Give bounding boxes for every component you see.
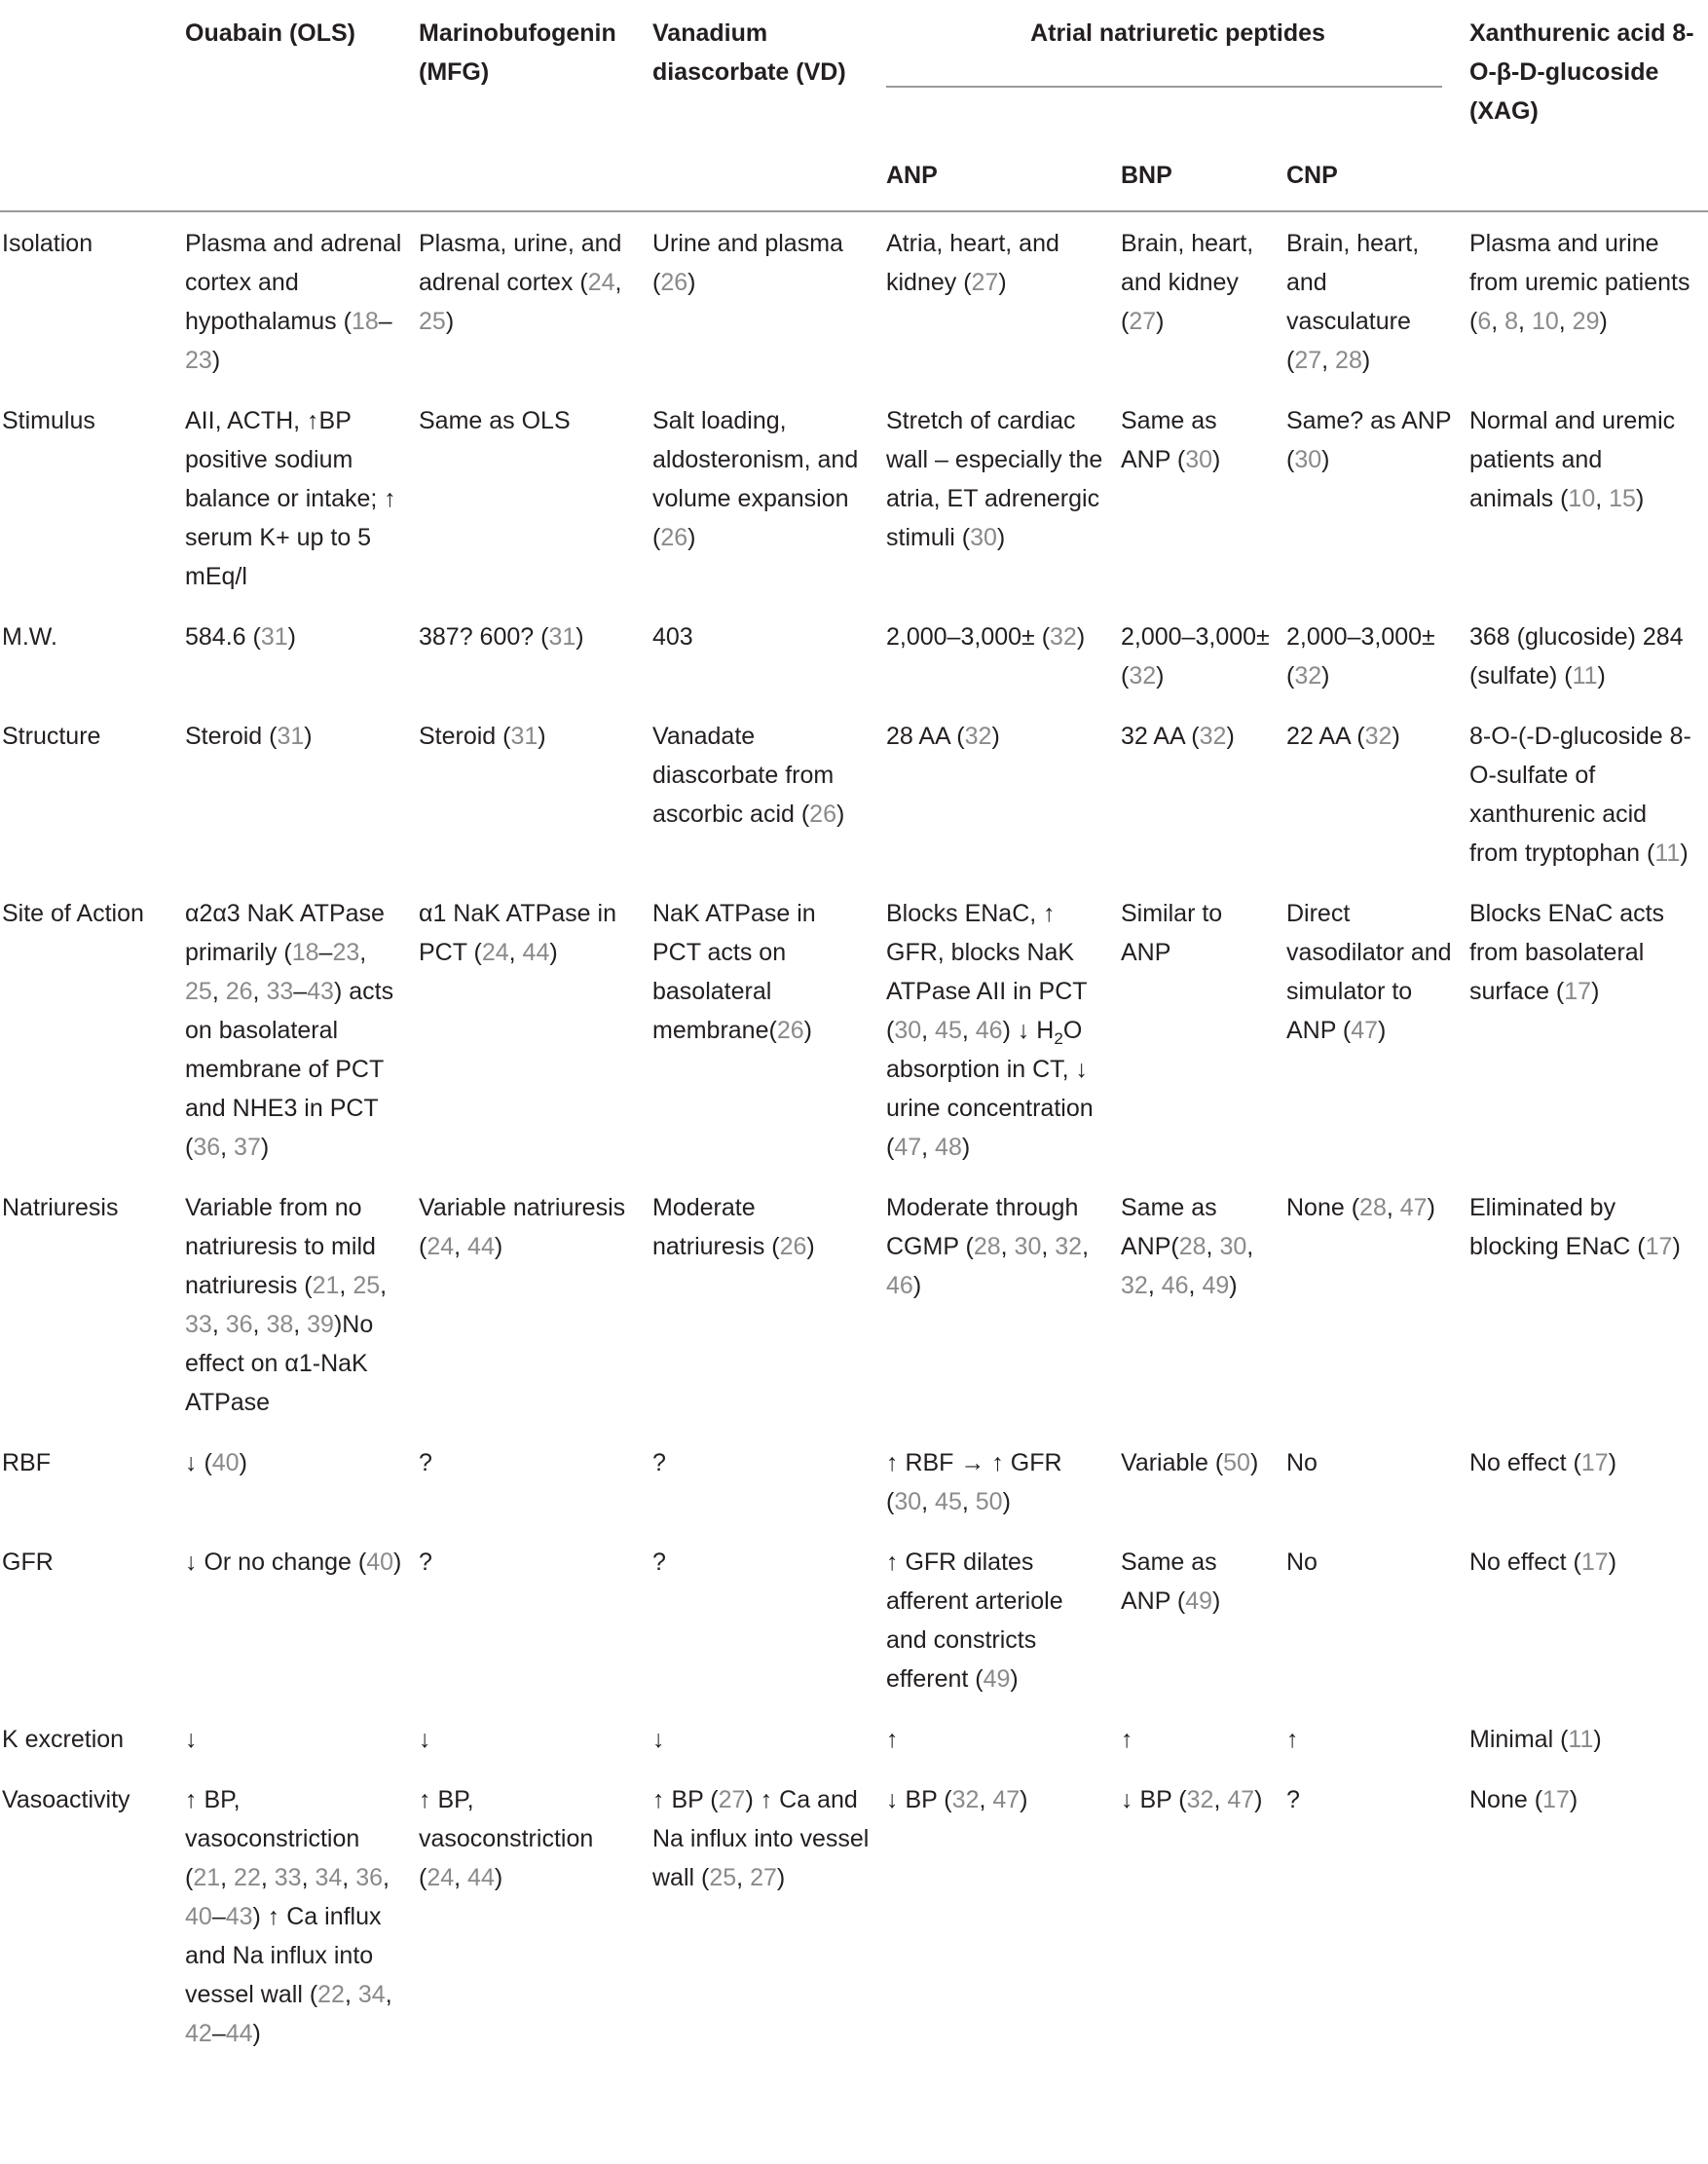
cell-mfg: 387? 600? (31) bbox=[419, 623, 584, 651]
header2-blank bbox=[185, 138, 419, 211]
header-mfg: Marinobufogenin (MFG) bbox=[419, 19, 616, 86]
table-row bbox=[0, 705, 1708, 882]
header-row-2 bbox=[0, 138, 1708, 211]
cell-vd: NaK ATPase in PCT acts on basolateral membrane(26) bbox=[652, 900, 816, 1044]
cell-bnp: ↓ BP (32, 47) bbox=[1121, 1786, 1263, 1813]
cell-anp: Stretch of cardiac wall – especially the atria, ET adrenergic stimuli (30) bbox=[886, 407, 1103, 551]
cell-anp bbox=[886, 882, 1121, 1176]
header-cnp: CNP bbox=[1286, 138, 1469, 211]
table-header bbox=[0, 0, 1708, 211]
cell-vd: Urine and plasma (26) bbox=[652, 230, 843, 296]
cell-ols: ↓ (40) bbox=[185, 1449, 247, 1476]
cell-anp: Atria, heart, and kidney (27) bbox=[886, 230, 1059, 296]
header2-blank bbox=[0, 138, 185, 211]
cell-mfg: Plasma, urine, and adrenal cortex (24, 25) bbox=[419, 230, 622, 335]
cell-mfg: Steroid (31) bbox=[419, 723, 546, 750]
cell-vd: 403 bbox=[652, 623, 693, 651]
header-anp: ANP bbox=[886, 138, 1121, 211]
cell-xag: None (17) bbox=[1469, 1786, 1578, 1813]
cell-bnp: Similar to ANP bbox=[1121, 900, 1223, 966]
header-anp-group bbox=[886, 0, 1469, 138]
row-label: Stimulus bbox=[2, 407, 95, 434]
header-group-rule bbox=[886, 53, 1442, 88]
table-row bbox=[0, 211, 1708, 390]
cell-bnp: 2,000–3,000± (32) bbox=[1121, 623, 1270, 690]
row-label: GFR bbox=[2, 1548, 54, 1576]
cell-xag: 368 (glucoside) 284 (sulfate) (11) bbox=[1469, 623, 1684, 690]
cell-cnp: ↑ bbox=[1286, 1726, 1299, 1753]
cell-xag: Minimal (11) bbox=[1469, 1726, 1602, 1753]
header2-blank bbox=[652, 138, 886, 211]
cell-mfg: ? bbox=[419, 1548, 432, 1576]
cell-xag: Eliminated by blocking ENaC (17) bbox=[1469, 1194, 1681, 1260]
cell-cnp: 22 AA (32) bbox=[1286, 723, 1400, 750]
row-label: Site of Action bbox=[2, 900, 144, 927]
header-ols: Ouabain (OLS) bbox=[185, 19, 355, 47]
cell-anp-text-pre: Blocks ENaC, ↑ GFR, blocks NaK ATPase AII in PCT (30, 45, 46) ↓ H bbox=[886, 900, 1088, 1044]
cell-xag: No effect (17) bbox=[1469, 1449, 1617, 1476]
table-body bbox=[0, 211, 1708, 2063]
cell-cnp: Brain, heart, and vasculature (27, 28) bbox=[1286, 230, 1420, 374]
cell-vd: Vanadate diascorbate from ascorbic acid (26) bbox=[652, 723, 845, 828]
header-group-rule-wrap bbox=[886, 53, 1469, 88]
cell-ols: ↓ bbox=[185, 1726, 198, 1753]
cell-anp: ↑ GFR dilates afferent arteriole and constricts efferent (49) bbox=[886, 1548, 1063, 1693]
cell-mfg: ↓ bbox=[419, 1726, 431, 1753]
cell-cnp: No bbox=[1286, 1548, 1318, 1576]
cell-vd: ? bbox=[652, 1548, 666, 1576]
header-xag: Xanthurenic acid 8-O-β-D-glucoside (XAG) bbox=[1469, 19, 1694, 125]
cell-anp: ↑ bbox=[886, 1726, 899, 1753]
row-label: Isolation bbox=[2, 230, 93, 257]
cell-ols: Plasma and adrenal cortex and hypothalamus (18–23) bbox=[185, 230, 402, 374]
table-row bbox=[0, 1708, 1708, 1769]
cell-xag: Blocks ENaC acts from basolateral surface (17) bbox=[1469, 900, 1665, 1005]
cell-bnp: Same as ANP(28, 30, 32, 46, 49) bbox=[1121, 1194, 1254, 1299]
cell-ols: ↑ BP, vasoconstriction (21, 22, 33, 34, 36, 40–43) ↑ Ca influx and Na influx into vessel wall (22, 34, 42–44) bbox=[185, 1786, 392, 2047]
table-row bbox=[0, 606, 1708, 705]
cell-vd: ↑ BP (27) ↑ Ca and Na influx into vessel wall (25, 27) bbox=[652, 1786, 870, 1891]
header-vd: Vanadium diascorbate (VD) bbox=[652, 19, 846, 86]
row-label: M.W. bbox=[2, 623, 57, 651]
cell-ols: AII, ACTH, ↑BP positive sodium balance or intake; ↑ serum K+ up to 5 mEq/l bbox=[185, 407, 396, 590]
cell-vd: ↓ bbox=[652, 1726, 665, 1753]
cell-cnp: None (28, 47) bbox=[1286, 1194, 1435, 1221]
cell-xag: Normal and uremic patients and animals (10, 15) bbox=[1469, 407, 1676, 512]
cell-vd: Salt loading, aldosteronism, and volume expansion (26) bbox=[652, 407, 859, 551]
cell-ols: α2α3 NaK ATPase primarily (18–23, 25, 26, 33–43) acts on basolateral membrane of PCT and NHE3 in PCT (36, 37) bbox=[185, 900, 394, 1161]
cell-cnp: 2,000–3,000± (32) bbox=[1286, 623, 1435, 690]
table-row bbox=[0, 390, 1708, 606]
cell-ols: Variable from no natriuresis to mild natriuresis (21, 25, 33, 36, 38, 39)No effect on α1-NaK ATPase bbox=[185, 1194, 388, 1416]
cell-cnp: Direct vasodilator and simulator to ANP (47) bbox=[1286, 900, 1452, 1044]
header2-blank bbox=[1469, 138, 1708, 211]
cell-mfg: ↑ BP, vasoconstriction (24, 44) bbox=[419, 1786, 594, 1891]
header-anp-group-label: Atrial natriuretic peptides bbox=[1030, 19, 1325, 47]
table-row bbox=[0, 1769, 1708, 2063]
cell-xag: Plasma and urine from uremic patients (6, 8, 10, 29) bbox=[1469, 230, 1690, 335]
cell-mfg: ? bbox=[419, 1449, 432, 1476]
row-label: Vasoactivity bbox=[2, 1786, 130, 1813]
cell-bnp: 32 AA (32) bbox=[1121, 723, 1235, 750]
header-bnp: BNP bbox=[1121, 138, 1286, 211]
row-label: RBF bbox=[2, 1449, 51, 1476]
cell-anp: ↓ BP (32, 47) bbox=[886, 1786, 1028, 1813]
cell-anp-subscript: 2 bbox=[1054, 1029, 1063, 1048]
cell-cnp: ? bbox=[1286, 1786, 1300, 1813]
table-row bbox=[0, 1531, 1708, 1708]
cell-mfg: Variable natriuresis (24, 44) bbox=[419, 1194, 626, 1260]
cell-bnp: Same as ANP (49) bbox=[1121, 1548, 1221, 1615]
table-row bbox=[0, 1432, 1708, 1531]
cell-cnp: No bbox=[1286, 1449, 1318, 1476]
row-label: Structure bbox=[2, 723, 101, 750]
cell-ols: ↓ Or no change (40) bbox=[185, 1548, 402, 1576]
cell-anp-text-post: O absorption in CT, ↓ urine concentration (47, 48) bbox=[886, 1017, 1094, 1161]
cell-anp: 28 AA (32) bbox=[886, 723, 1000, 750]
cell-mfg: Same as OLS bbox=[419, 407, 571, 434]
cell-anp: 2,000–3,000± (32) bbox=[886, 623, 1086, 651]
row-label: Natriuresis bbox=[2, 1194, 119, 1221]
cell-bnp: Brain, heart, and kidney (27) bbox=[1121, 230, 1254, 335]
table-row bbox=[0, 1176, 1708, 1432]
cell-ols: 584.6 (31) bbox=[185, 623, 296, 651]
cell-mfg: α1 NaK ATPase in PCT (24, 44) bbox=[419, 900, 616, 966]
cell-vd: Moderate natriuresis (26) bbox=[652, 1194, 815, 1260]
cell-xag: No effect (17) bbox=[1469, 1548, 1617, 1576]
header2-blank bbox=[419, 138, 652, 211]
cell-bnp: Same as ANP (30) bbox=[1121, 407, 1221, 473]
cell-anp: Moderate through CGMP (28, 30, 32, 46) bbox=[886, 1194, 1090, 1299]
cell-bnp: Variable (50) bbox=[1121, 1449, 1259, 1476]
cell-xag: 8-O-(-D-glucoside 8-O-sulfate of xanthurenic acid from tryptophan (11) bbox=[1469, 723, 1691, 867]
table-row bbox=[0, 882, 1708, 1176]
cell-cnp: Same? as ANP (30) bbox=[1286, 407, 1452, 473]
cell-anp: ↑ RBF → ↑ GFR (30, 45, 50) bbox=[886, 1449, 1062, 1515]
cell-vd: ? bbox=[652, 1449, 666, 1476]
header-blank bbox=[0, 0, 185, 138]
row-label: K excretion bbox=[2, 1726, 125, 1753]
cell-ols: Steroid (31) bbox=[185, 723, 313, 750]
header-row-1 bbox=[0, 0, 1708, 138]
cell-bnp: ↑ bbox=[1121, 1726, 1133, 1753]
